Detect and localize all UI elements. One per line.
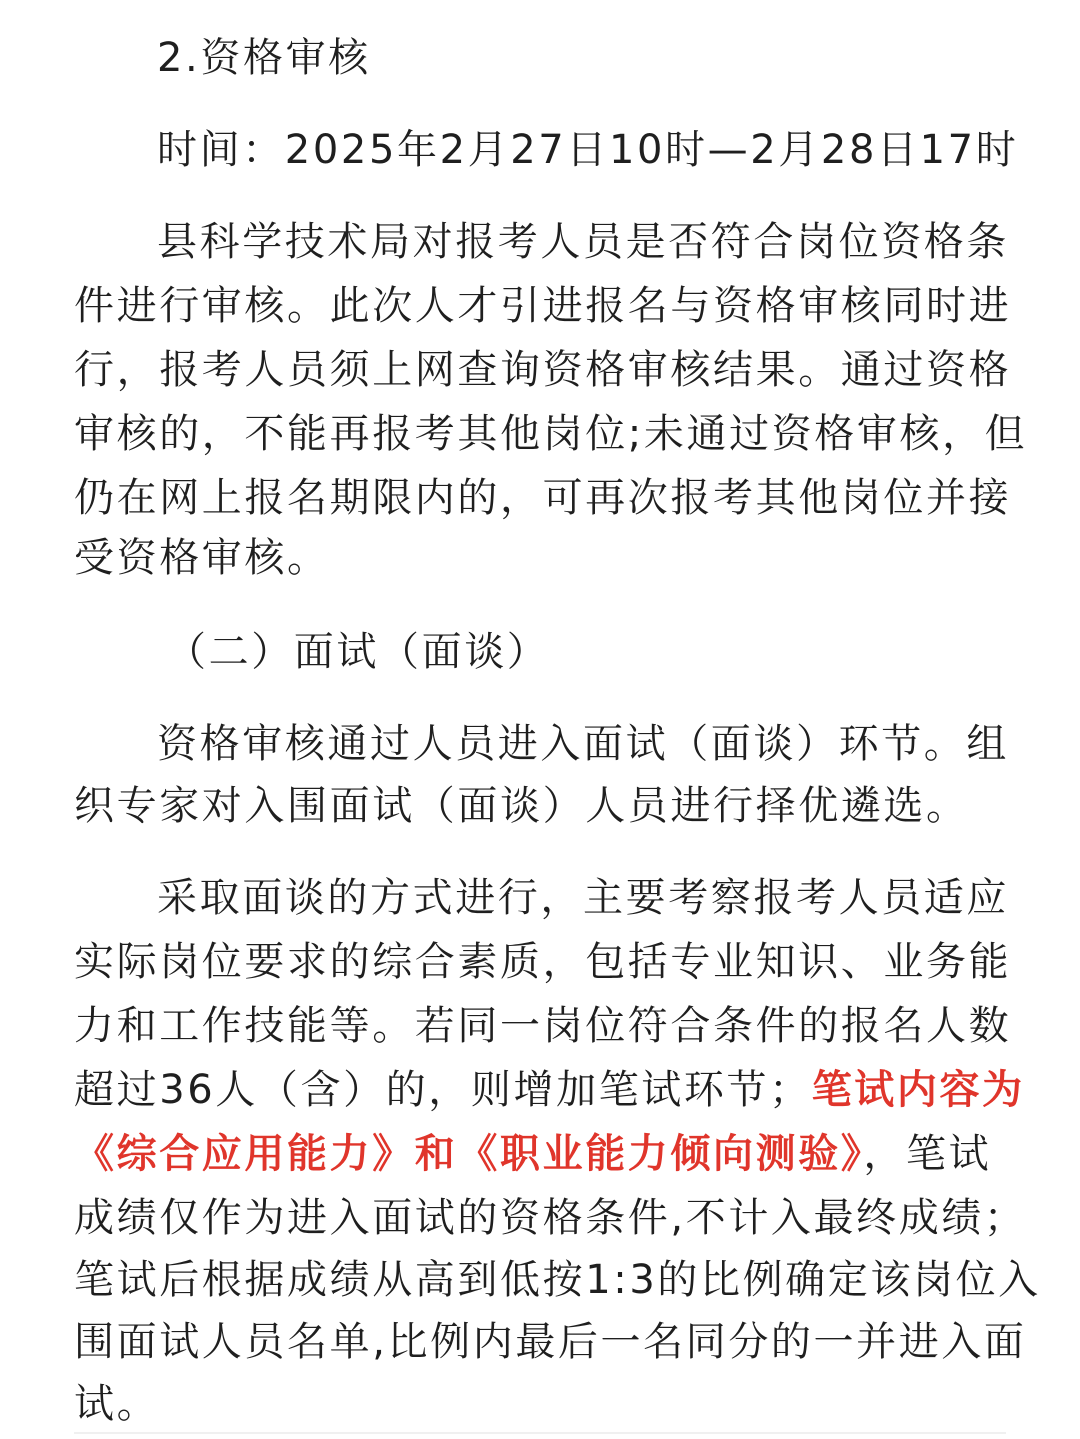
method-line-text: ，笔试 xyxy=(863,1131,992,1177)
interview-paragraph-line: 资格审核通过人员进入面试（面谈）环节。组 xyxy=(157,721,1009,767)
review-paragraph-line: 件进行审核。此次人才引进报名与资格审核同时进 xyxy=(74,283,1012,329)
time-line: 时间：2025年2月27日10时—2月28日17时 xyxy=(157,127,1019,173)
method-paragraph-line xyxy=(74,1122,1014,1186)
method-paragraph-line xyxy=(74,1058,1025,1122)
highlighted-text: 《综合应用能力》和《职业能力倾向测验》 xyxy=(74,1131,864,1177)
review-paragraph-line: 县科学技术局对报考人员是否符合岗位资格条 xyxy=(157,219,1009,265)
review-paragraph-line: 仍在网上报名期限内的，可再次报考其他岗位并接 xyxy=(74,475,1012,521)
highlighted-text: 笔试内容为 xyxy=(811,1067,1025,1113)
method-paragraph-line: 成绩仅作为进入面试的资格条件,不计入最终成绩； xyxy=(74,1195,1027,1241)
method-paragraph-line: 采取面谈的方式进行，主要考察报考人员适应 xyxy=(157,875,1009,921)
interview-paragraph-line: 织专家对入围面试（面谈）人员进行择优遴选。 xyxy=(74,783,969,829)
review-paragraph-line: 审核的，不能再报考其他岗位;未通过资格审核，但 xyxy=(74,411,1028,457)
divider xyxy=(74,1432,1006,1434)
review-paragraph-line: 受资格审核。 xyxy=(74,535,330,581)
section-heading: 2.资格审核 xyxy=(157,35,371,81)
method-line-text: 超过36人（含）的，则增加笔试环节； xyxy=(74,1067,812,1113)
method-paragraph-line: 力和工作技能等。若同一岗位符合条件的报名人数 xyxy=(74,1003,1012,1049)
method-paragraph-line: 围面试人员名单,比例内最后一名同分的一并进入面 xyxy=(74,1319,1027,1365)
method-paragraph-line: 笔试后根据成绩从高到低按1:3的比例确定该岗位入 xyxy=(74,1257,1041,1303)
interview-heading: （二）面试（面谈） xyxy=(166,629,550,675)
method-paragraph-line: 实际岗位要求的综合素质，包括专业知识、业务能 xyxy=(74,939,1012,985)
review-paragraph-line: 行，报考人员须上网查询资格审核结果。通过资格 xyxy=(74,347,1012,393)
method-paragraph-line: 试。 xyxy=(74,1381,160,1427)
